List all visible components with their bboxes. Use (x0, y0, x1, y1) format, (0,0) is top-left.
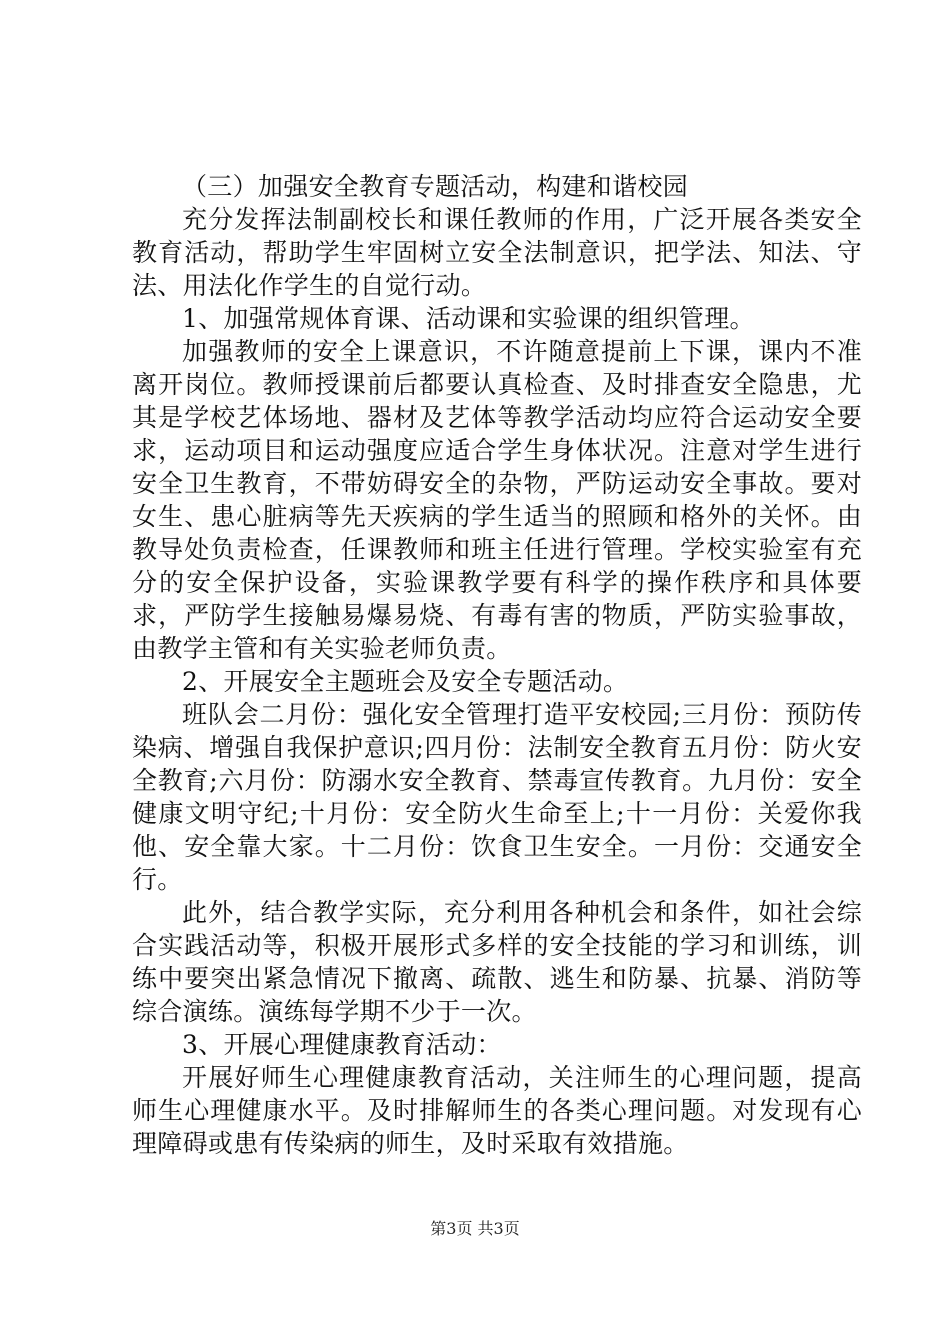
paragraph: 加强教师的安全上课意识，不许随意提前上下课，课内不准离开岗位。教师授课前后都要认真检查、及时排查安全隐患，尤其是学校艺体场地、器材及艺体等教学活动均应符合运动安全要求，运动项目和运动强度应适合学生身体状况。注意对学生进行安全卫生教育，不带妨碍安全的杂物，严防运动安全事故。要对女生、患心脏病等先天疾病的学生适当的照顾和格外的关怀。由教导处负责检查，任课教师和班主任进行管理。学校实验室有充分的安全保护设备，实验课教学要有科学的操作秩序和具体要求，严防学生接触易爆易烧、有毒有害的物质，严防实验事故，由教学主管和有关实验老师负责。 (132, 337, 862, 663)
paragraph: 此外，结合教学实际，充分利用各种机会和条件，如社会综合实践活动等，积极开展形式多样的安全技能的学习和训练，训练中要突出紧急情况下撤离、疏散、逃生和防暴、抗暴、消防等综合演练。演练每学期不少于一次。 (132, 898, 862, 1026)
subheading: 2、开展安全主题班会及安全专题活动。 (182, 667, 629, 696)
section-heading: （三）加强安全教育专题活动，构建和谐校园 (182, 172, 689, 201)
paragraph: 开展好师生心理健康教育活动，关注师生的心理问题，提高师生心理健康水平。及时排解师生的各类心理问题。对发现有心理障碍或患有传染病的师生，及时采取有效措施。 (132, 1063, 862, 1158)
page-number-footer: 第3页 共3页 (430, 1219, 520, 1238)
document-body (132, 170, 862, 1160)
paragraph: 班队会二月份：强化安全管理打造平安校园;三月份：预防传染病、增强自我保护意识;四月份：法制安全教育五月份：防火安全教育;六月份：防溺水安全教育、禁毒宣传教育。九月份：安全健康文明守纪;十月份：安全防火生命至上;十一月份：关爱你我他、安全靠大家。十二月份：饮食卫生安全。一月份：交通安全行。 (132, 700, 863, 894)
subheading: 1、加强常规体育课、活动课和实验课的组织管理。 (182, 304, 755, 333)
paragraph: 充分发挥法制副校长和课任教师的作用，广泛开展各类安全教育活动，帮助学生牢固树立安全法制意识，把学法、知法、守法、用法化作学生的自觉行动。 (132, 205, 862, 300)
subheading: 3、开展心理健康教育活动： (182, 1030, 502, 1059)
